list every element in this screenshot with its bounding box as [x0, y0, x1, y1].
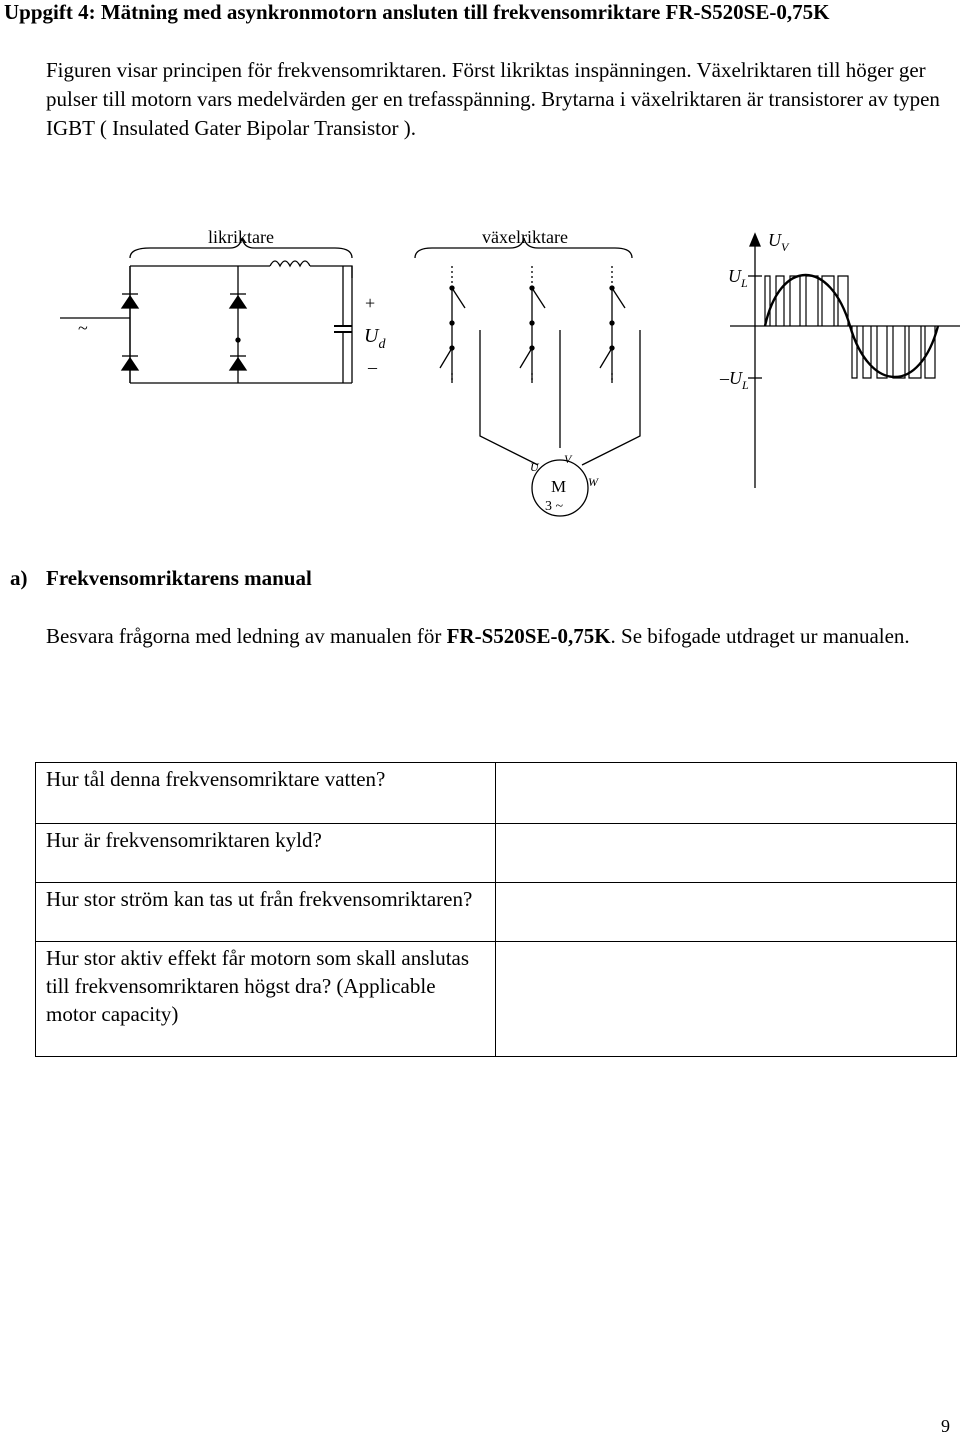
questions-table	[35, 762, 957, 1057]
motor-m-label: M	[551, 477, 567, 496]
svg-text:UL: $U_L$	[728, 266, 748, 290]
vaxelriktare-label: växelriktare	[482, 227, 568, 247]
section-number: a)	[10, 566, 28, 590]
diode-4	[230, 358, 246, 370]
answer-cell[interactable]	[496, 883, 957, 942]
question-cell: Hur stor aktiv effekt får motorn som skall anslutas till frekvensomriktaren högst dra? (Applicable motor capacity)	[36, 942, 496, 1057]
ud-label: U	[364, 325, 379, 347]
diode-1	[122, 296, 138, 308]
neg-ul-label: –U	[720, 368, 742, 388]
page-number: 9	[941, 1416, 950, 1436]
inverter-circuit-figure	[60, 218, 960, 520]
svg-text:–UL: $-U_L$	[720, 368, 749, 392]
intro-paragraph: Figuren visar principen för frekvensomriktaren. Först likriktas inspänningen. Växelriktaren till höger ger pulser till motorn vars medelvärden ger en trefasspänning. Brytarna i växelriktaren är transistorer av typen IGBT ( Insulated Gater Bipolar Transistor ).	[46, 58, 940, 140]
answer-cell[interactable]	[496, 824, 957, 883]
terminal-w-label: W	[588, 475, 598, 489]
diode-3	[230, 296, 246, 308]
diode-2	[122, 358, 138, 370]
table-row	[36, 942, 957, 1057]
table-row	[36, 883, 957, 942]
svg-text:Ud: $U_d$	[364, 325, 386, 352]
terminal-u-label: U	[530, 460, 539, 474]
minus-sign: –	[368, 357, 377, 377]
instruction-paragraph	[46, 622, 946, 651]
section-heading	[10, 566, 312, 591]
section-title: Frekvensomriktarens manual	[46, 566, 312, 590]
likriktare-label: likriktare	[208, 227, 274, 247]
answer-cell[interactable]	[496, 942, 957, 1057]
instruction-text: Besvara frågorna med ledning av manualen för	[46, 624, 447, 648]
circuit-diagram	[60, 218, 960, 520]
svg-text:UV: $U_V$	[768, 230, 789, 254]
question-cell: Hur stor ström kan tas ut från frekvensomriktaren?	[36, 883, 496, 942]
question-cell: Hur är frekvensomriktaren kyld?	[36, 824, 496, 883]
inductor	[270, 261, 310, 266]
instruction-model: FR-S520SE-0,75K	[446, 624, 611, 648]
table-row	[36, 763, 957, 824]
table-row	[36, 824, 957, 883]
ac-symbol: ~	[78, 318, 88, 338]
instruction-text-end: . Se bifogade utdraget ur manualen.	[610, 624, 910, 648]
answer-cell[interactable]	[496, 763, 957, 824]
terminal-v-label: V	[564, 452, 572, 466]
ul-label: U	[728, 266, 741, 286]
motor-phase-label: 3 ~	[545, 499, 564, 514]
question-cell: Hur tål denna frekvensomriktare vatten?	[36, 763, 496, 824]
plus-sign: +	[365, 293, 376, 313]
uv-label: U	[768, 230, 781, 250]
page-title: Uppgift 4: Mätning med asynkronmotorn ansluten till frekvensomriktare FR-S520SE-0,75K	[4, 0, 830, 24]
